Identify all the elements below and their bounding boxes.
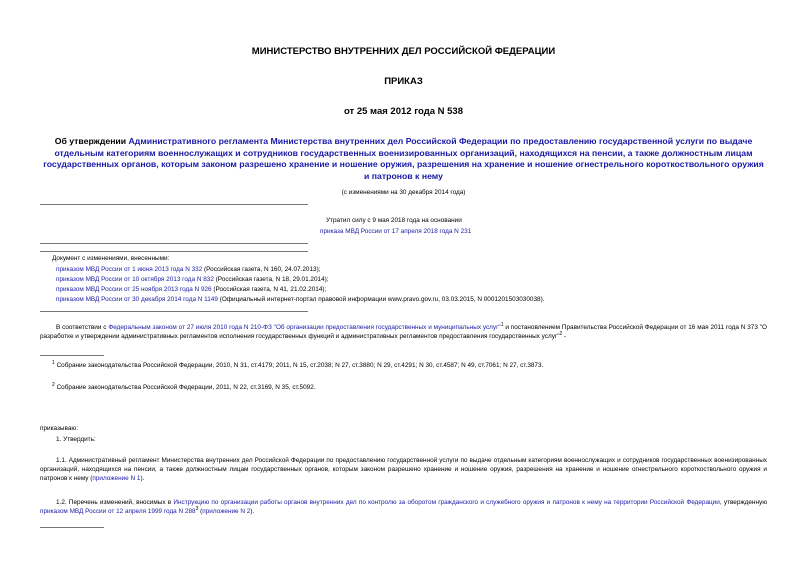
list-item xyxy=(56,275,329,284)
paragraph-text: 1.2. Перечень изменений, вносимых в xyxy=(56,499,174,506)
changes-heading: Документ с изменениями, внесенными: xyxy=(52,255,170,262)
doc-type-heading: ПРИКАЗ xyxy=(384,76,423,87)
change-source: (Российская газета, N 41, 21.02.2014); xyxy=(211,286,327,293)
change-source: (Российская газета, N 18, 29.01.2014); xyxy=(213,276,329,283)
paragraph-text: 1.1. Административный регламент Министерства внутренних дел Российской Федерации по предоставлению государственной услуги по выдаче отдельным категориям военнослужащих и сотрудников государственных военизированных организаций, находящихся на пенсии, а также должностным лицам государственных органов, которым законом разрешено хранение и ношение оружия, разрешения на хранение и ношение огнестрельного короткоствольного оружия и патронов к нему ( xyxy=(40,457,767,482)
paragraph-1: 1. Утвердить: xyxy=(56,436,96,443)
footnote-text: Собрание законодательства Российской Федерации, 2010, N 31, ст.4179; 2011, N 15, ст.2038; N 27, ст.3880; N 29, ст.4291; N 30, ст.4587; N 49, ст.7061; N 27, ст.3873. xyxy=(56,362,544,369)
divider xyxy=(40,311,308,312)
preamble-text: и постановлением Правительства Российской Федерации от 16 мая 2011 года N 373 "О разработке и утверждении административных регламентов исполнения государственных функций и административных регламентов предоставления государственных услуг" xyxy=(40,324,767,340)
paragraph-text: , утвержденную xyxy=(719,499,767,506)
change-link[interactable]: приказом МВД России от 30 декабря 2014 года N 1149 xyxy=(56,296,218,303)
title-prefix: Об утверждении xyxy=(54,136,129,146)
order-288-link[interactable]: приказом МВД России от 12 апреля 1999 года N 288 xyxy=(40,508,196,515)
footnote-mark: 2 xyxy=(52,381,55,388)
footnote-ref[interactable]: 3 xyxy=(195,505,199,512)
appendix-1-link[interactable]: приложение N 1 xyxy=(92,475,141,482)
divider xyxy=(40,251,308,252)
orders-word: приказываю: xyxy=(40,425,78,432)
change-source: (Официальный интернет-портал правовой информации www.pravo.gov.ru, 03.03.2015, N 0001201503030038). xyxy=(217,296,545,303)
list-item xyxy=(56,265,320,274)
footnote-ref[interactable]: 2 xyxy=(559,330,563,337)
amendments-note: (с изменениями на 30 декабря 2014 года) xyxy=(341,189,466,196)
footnote-ref[interactable]: 1 xyxy=(500,321,504,328)
paragraph-1-2 xyxy=(40,498,767,516)
list-item xyxy=(56,295,545,304)
preamble-paragraph xyxy=(40,323,767,341)
paragraph-text: ). xyxy=(250,508,255,515)
divider xyxy=(40,204,308,205)
doc-title xyxy=(40,136,767,182)
footnote-text: Собрание законодательства Российской Федерации, 2011, N 22, ст.3169, N 35, ст.5092. xyxy=(56,384,316,391)
footnote-mark: 1 xyxy=(52,359,55,366)
footnote xyxy=(52,383,316,392)
footnote-divider xyxy=(40,527,104,528)
lost-force-link[interactable]: приказа МВД России от 17 апреля 2018 года N 231 xyxy=(320,228,472,235)
change-link[interactable]: приказом МВД России от 1 июня 2013 года N 332 xyxy=(56,266,203,273)
preamble-text: - xyxy=(562,333,567,340)
divider xyxy=(40,243,308,244)
title-link[interactable]: Административного регламента Министерства внутренних дел Российской Федерации по предоставлению государственной услуги по выдаче отдельным категориям военнослужащих и сотрудников государственных военизированных организаций, находящихся на пенсии, а также должностным лицам государственных органов, которым законом разрешено хранение и ношение оружия, разрешения на хранение и ношение огнестрельного короткоствольного оружия и патронов к нему xyxy=(43,136,764,181)
preamble-text: В соответствии с xyxy=(56,324,109,331)
appendix-2-link[interactable]: приложение N 2 xyxy=(202,508,251,515)
footnote-divider xyxy=(40,355,104,356)
change-link[interactable]: приказом МВД России от 10 октября 2013 года N 832 xyxy=(56,276,214,283)
lost-force-text: Утратил силу с 9 мая 2018 года на основании xyxy=(326,217,462,224)
change-source: (Российская газета, N 160, 24.07.2013); xyxy=(202,266,321,273)
doc-date-number: от 25 мая 2012 года N 538 xyxy=(343,106,464,117)
paragraph-text: ). xyxy=(140,475,145,482)
law-link[interactable]: Федеральным законом от 27 июля 2010 года N 210-ФЗ "Об организации предоставления государственных и муниципальных услуг" xyxy=(108,324,501,331)
list-item xyxy=(56,285,326,294)
paragraph-text: ( xyxy=(198,508,203,515)
ministry-heading: МИНИСТЕРСТВО ВНУТРЕННИХ ДЕЛ РОССИЙСКОЙ ФЕДЕРАЦИИ xyxy=(251,46,556,57)
paragraph-1-1 xyxy=(40,456,767,483)
footnote xyxy=(52,361,543,370)
change-link[interactable]: приказом МВД России от 25 ноября 2013 года N 926 xyxy=(56,286,212,293)
instruction-link[interactable]: Инструкцию по организации работы органов внутренних дел по контролю за оборотом гражданского и служебного оружия и патронов к нему на территории Российской Федерации xyxy=(173,499,720,506)
